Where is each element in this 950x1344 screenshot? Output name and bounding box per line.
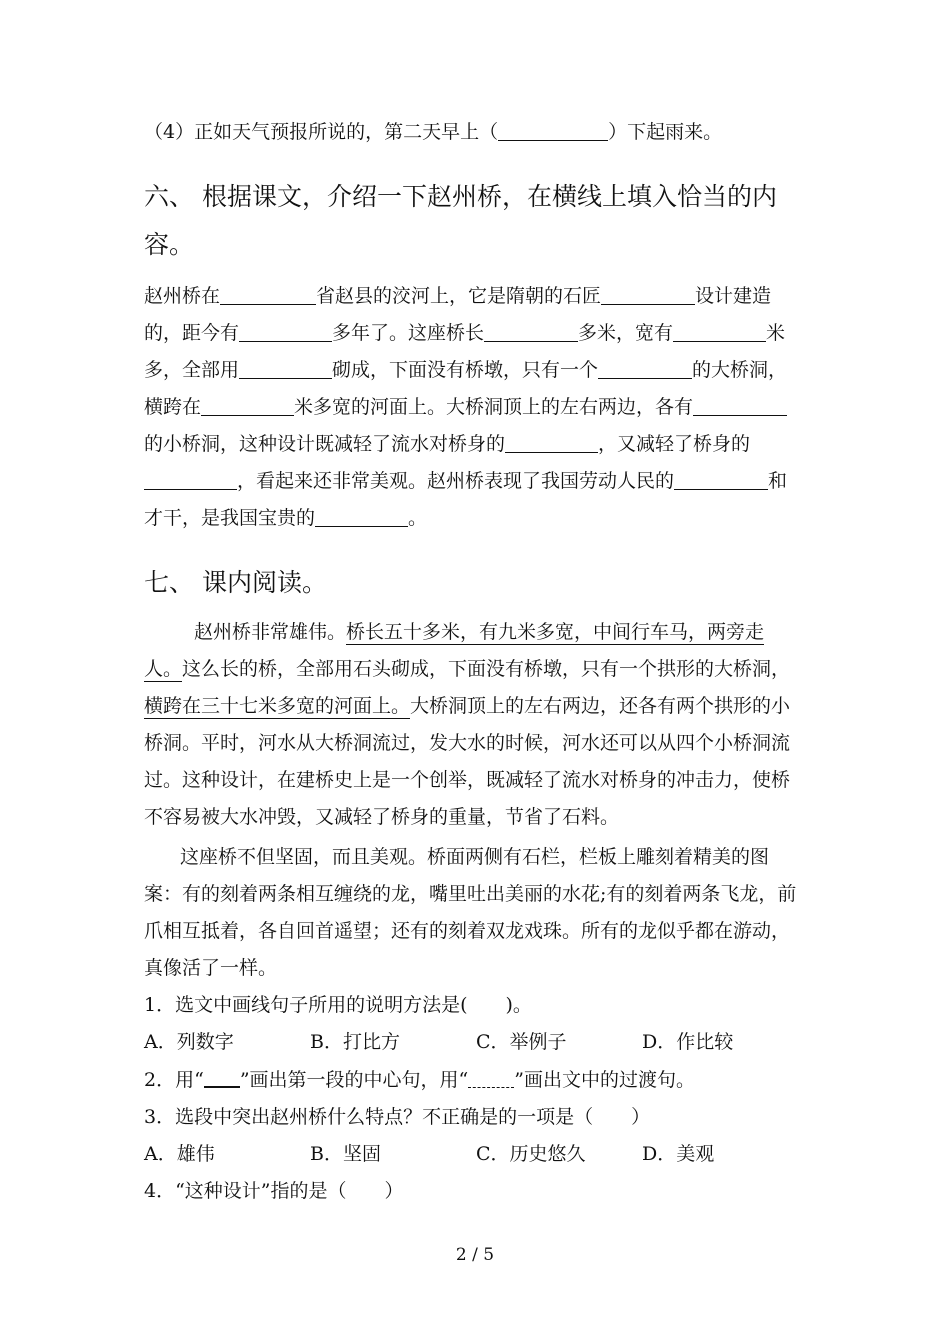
section-6-heading: 六、 根据课文，介绍一下赵州桥，在横线上填入恰当的内: [144, 182, 777, 211]
s6-text: 设计建造: [695, 285, 772, 308]
answer-blank[interactable]: [498, 119, 608, 141]
page-number: 2 / 5: [455, 1245, 495, 1265]
p1-line-2: [144, 656, 790, 682]
p1-line-6: 不容易被大水冲毁，又减轻了桥身的重量，节省了石料。: [144, 806, 620, 828]
underlined-sentence: 横跨在三十七米多宽的河面上。: [144, 695, 411, 717]
fill-blank[interactable]: [673, 320, 766, 342]
p2-line-1: 这座桥不但坚固，而且美观。桥面两侧有石栏，栏板上雕刻着精美的图: [180, 846, 770, 868]
option-a[interactable]: A．雄伟: [144, 1143, 215, 1165]
question-4: 4．“这种设计”指的是（ ）: [144, 1180, 404, 1202]
fill-blank[interactable]: [239, 357, 332, 379]
s6-text: ，又减轻了桥身的: [598, 433, 751, 456]
option-c[interactable]: C．历史悠久: [476, 1143, 586, 1165]
s6-text: 的大桥洞，: [692, 359, 788, 382]
s6-text: 的，距今有: [144, 322, 240, 345]
fill-blank[interactable]: [505, 431, 598, 453]
s6-line-2: [144, 320, 785, 346]
fill-blank[interactable]: [598, 357, 692, 379]
p1-line-3: [144, 693, 790, 719]
s6-text: 多，全部用: [144, 359, 240, 382]
passage-text: 大桥洞顶上的左右两边，还各有两个拱形的小: [410, 695, 791, 717]
fill-blank[interactable]: [144, 468, 237, 490]
s6-text: 多米，宽有: [578, 322, 674, 345]
question-3-options: [144, 1141, 808, 1167]
fill-blank[interactable]: [201, 394, 294, 416]
p1-line-4: 桥洞。平时，河水从大桥洞流过，发大水的时候，河水还可以从四个小桥洞流: [144, 732, 791, 754]
q5-item4-after: ）下起雨来。: [608, 121, 723, 144]
s6-line-5: [144, 431, 750, 457]
s6-line-7: [144, 505, 427, 531]
s6-text: ，看起来还非常美观。赵州桥表现了我国劳动人民的: [237, 470, 675, 493]
s6-line-1: [144, 283, 771, 309]
section-7-heading: 七、 课内阅读。: [144, 568, 327, 597]
passage-text: 赵州桥非常雄伟。: [194, 621, 347, 643]
fill-blank[interactable]: [239, 320, 332, 342]
s6-text: 横跨在: [144, 396, 202, 419]
option-c[interactable]: C．举例子: [476, 1031, 567, 1053]
fill-blank[interactable]: [484, 320, 578, 342]
fill-blank[interactable]: [601, 283, 695, 305]
s6-line-6: [144, 468, 787, 494]
q5-item4-before: （4）正如天气预报所说的，第二天早上（: [144, 121, 499, 144]
fill-blank[interactable]: [674, 468, 768, 490]
s6-text: 多年了。这座桥长: [332, 322, 485, 345]
option-d[interactable]: D．美观: [642, 1143, 715, 1165]
p2-line-2: 案：有的刻着两条相互缠绕的龙，嘴里吐出美丽的水花;有的刻着两条飞龙，前: [144, 883, 797, 905]
wavy-line-symbol: [468, 1068, 514, 1088]
p2-line-4: 真像活了一样。: [144, 957, 278, 979]
s6-text: 。: [408, 507, 428, 530]
s6-text: 赵州桥在: [144, 285, 221, 308]
p1-line-1: [194, 619, 764, 645]
option-a[interactable]: A．列数字: [144, 1031, 234, 1053]
option-b[interactable]: B．坚固: [310, 1143, 381, 1165]
option-b[interactable]: B．打比方: [310, 1031, 400, 1053]
s6-text: 米: [766, 322, 786, 345]
question-1: 1．选文中画线句子所用的说明方法是( )。: [144, 994, 532, 1016]
s6-line-3: [144, 357, 787, 383]
s6-text: 和: [768, 470, 788, 493]
question-1-options: [144, 1029, 808, 1055]
p1-line-5: 过。这种设计，在建桥史上是一个创举，既减轻了流水对桥身的冲击力，使桥: [144, 769, 791, 791]
question-2: [144, 1067, 695, 1093]
fill-blank[interactable]: [315, 505, 408, 527]
s6-text: 米多宽的河面上。大桥洞顶上的左右两边，各有: [294, 396, 694, 419]
s6-text: 砌成，下面没有桥墩，只有一个: [332, 359, 599, 382]
question-3: 3．选段中突出赵州桥什么特点？不正确是的一项是（ ）: [144, 1106, 651, 1128]
fill-blank[interactable]: [693, 394, 787, 416]
fill-blank[interactable]: [220, 283, 316, 305]
option-d[interactable]: D．作比较: [642, 1031, 734, 1053]
s6-line-4: [144, 394, 787, 420]
q2-text: ”画出第一段的中心句，用“: [239, 1069, 469, 1092]
solid-line-symbol: [204, 1067, 240, 1088]
q2-text: 2．用“: [144, 1069, 204, 1092]
s6-text: 省赵县的洨河上，它是隋朝的石匠: [316, 285, 602, 308]
s6-text: 才干，是我国宝贵的: [144, 507, 316, 530]
question-5-item-4: [144, 119, 722, 145]
section-6-heading-cont: 容。: [144, 230, 195, 259]
p2-line-3: 爪相互抵着，各自回首遥望；还有的刻着双龙戏珠。所有的龙似乎都在游动，: [144, 920, 791, 942]
passage-text: 这么长的桥，全部用石头砌成，下面没有桥墩，只有一个拱形的大桥洞，: [182, 658, 791, 680]
s6-text: 的小桥洞，这种设计既减轻了流水对桥身的: [144, 433, 506, 456]
underlined-sentence: 人。: [144, 658, 183, 680]
underlined-sentence: 桥长五十多米，有九米多宽，中间行车马，两旁走: [346, 621, 765, 643]
q2-text: ”画出文中的过渡句。: [514, 1069, 695, 1092]
